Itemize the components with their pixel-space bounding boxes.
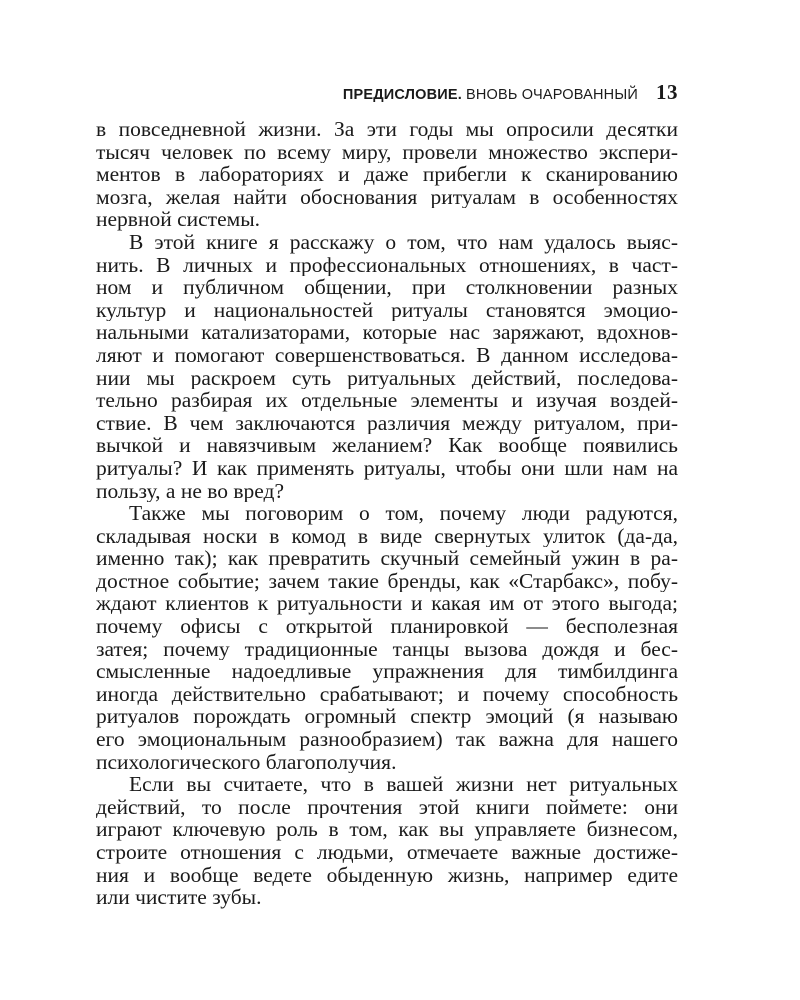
text-line: смысленные надоедливые упражнения для тимбилдинга	[96, 660, 678, 683]
text-line: Также мы поговорим о том, почему люди радуются,	[129, 502, 678, 525]
text-line: ритуалов порождать огромный спектр эмоций (я называю	[96, 705, 678, 729]
text-line: строите отношения с людьми, отмечаете важные достиже-	[96, 841, 678, 864]
paragraph	[96, 773, 678, 909]
text-line: нии мы раскроем суть ритуальных действий, последова-	[96, 366, 678, 390]
text-line: Если вы считаете, что в вашей жизни нет ритуальных	[129, 773, 678, 796]
running-head	[96, 80, 678, 104]
text-line: нить. В личных и профессиональных отношениях, в част-	[96, 253, 678, 277]
text-line: именно так); как превратить скучный семейный ужин в ра-	[96, 547, 678, 570]
text-line: ния и вообще ведете обыденную жизнь, например едите	[96, 863, 678, 887]
text-line: пользу, а не во вред?	[96, 479, 285, 503]
running-head-chapter: ВНОВЬ ОЧАРОВАННЫЙ	[465, 87, 638, 103]
text-line: иногда действительно срабатывают; и почему способность	[96, 682, 678, 706]
text-line: ляют и помогают совершенствоваться. В данном исследова-	[96, 343, 678, 367]
text-line: в повседневной жизни. За эти годы мы опросили десятки	[96, 118, 678, 141]
text-line: психологического благополучия.	[96, 750, 397, 774]
text-line: ном и публичном общении, при столкновении разных	[96, 276, 678, 299]
text-line: его эмоциональным разнообразием) так важна для нашего	[96, 728, 678, 751]
text-line: ждают клиентов к ритуальности и какая им от этого выгода;	[96, 592, 678, 616]
text-line: В этой книге я расскажу о том, что нам удалось выяс-	[129, 230, 678, 254]
text-line: нервной системы.	[96, 208, 261, 231]
page-number: 13	[656, 80, 678, 104]
text-line: почему офисы с открытой планировкой — бесполезная	[96, 615, 678, 638]
text-line: вычкой и навязчивым желанием? Как вообще появились	[96, 434, 678, 457]
text-line: тысяч человек по всему миру, провели множество экспери-	[96, 140, 678, 164]
body-text	[96, 118, 678, 909]
text-line: ментов в лабораториях и даже прибегли к сканированию	[96, 163, 678, 186]
paragraph	[96, 118, 678, 231]
text-line: достное событие; зачем такие бренды, как «Старбакс», побу-	[96, 569, 678, 593]
text-line: тельно разбирая их отдельные элементы и изучая воздей-	[96, 389, 678, 412]
paragraph	[96, 231, 678, 502]
text-line: действий, то после прочтения этой книги поймете: они	[96, 795, 678, 819]
text-line: культур и национальностей ритуалы становятся эмоцио-	[96, 298, 678, 322]
paragraph	[96, 502, 678, 773]
text-line: нальными катализаторами, которые нас заряжают, вдохнов-	[96, 321, 678, 344]
text-line: играют ключевую роль в том, как вы управляете бизнесом,	[96, 818, 678, 841]
text-line: ствие. В чем заключаются различия между ритуалом, при-	[96, 411, 678, 435]
text-line: ритуалы? И как применять ритуалы, чтобы они шли нам на	[96, 456, 678, 480]
running-head-section: ПРЕДИСЛОВИЕ.	[342, 87, 462, 103]
text-line: складывая носки в комод в виде свернутых улиток (да-да,	[96, 524, 678, 548]
text-line: затея; почему традиционные танцы вызова дождя и бес-	[96, 637, 678, 661]
text-line: или чистите зубы.	[96, 886, 262, 909]
text-line: мозга, желая найти обоснования ритуалам в особенностях	[96, 185, 678, 209]
